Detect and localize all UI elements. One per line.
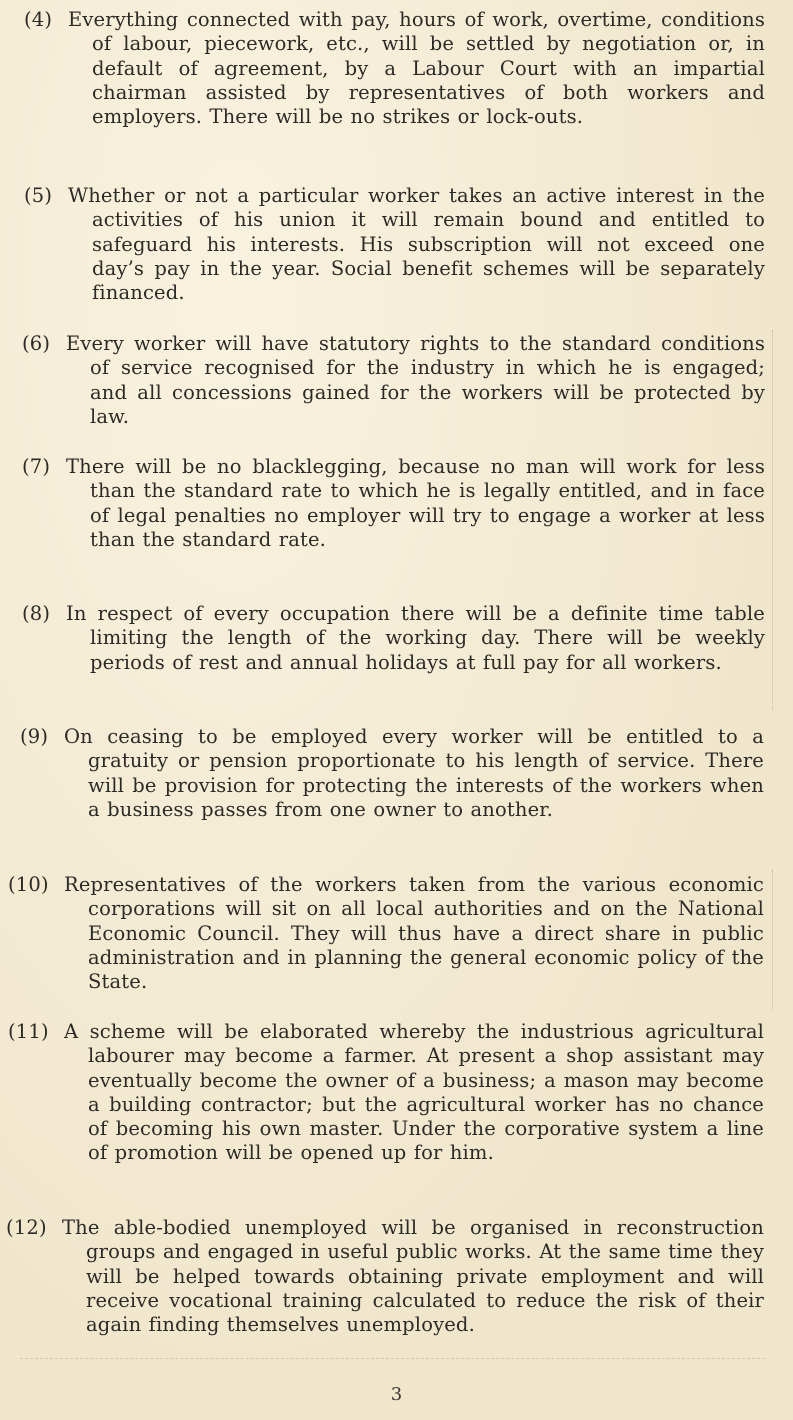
clause-number: (6) (22, 332, 51, 355)
clause-number: (11) (8, 1020, 49, 1043)
clause-number: (10) (8, 873, 49, 896)
clause-text: On ceasing to be employed every worker will be entitled to a gratuity or pension proportionate to his length of service. There will be provision for protecting the interests of the workers when a business passes from one owner to another. (64, 725, 764, 821)
clause-number: (7) (22, 455, 51, 478)
clause-text: There will be no blacklegging, because no man will work for less than the standard rate to which he is legally entitled, and in face of legal penalties no employer will try to engage a worker at less than the standard rate. (66, 455, 765, 551)
clause-number: (9) (20, 725, 49, 748)
clause-number: (4) (24, 8, 53, 31)
paper-edge-mark (772, 870, 773, 1010)
clause-text: Whether or not a particular worker takes an active interest in the activities of his union it will remain bound and entitled to safeguard his interests. His subscription will not exceed one day’s pay in the year. Social benefit schemes will be separately financed. (68, 184, 765, 305)
clause-text: Everything connected with pay, hours of work, overtime, conditions of labour, piecework, etc., will be settled by negotiation or, in default of agreement, by a Labour Court with an impartial chairman assisted by representatives of both workers and employers. There will be no strikes or lock-outs. (68, 8, 765, 129)
paper-fold-line (20, 1358, 765, 1359)
clause-text: A scheme will be elaborated whereby the industrious agricultural labourer may become a farmer. At present a shop assistant may eventually become the owner of a business; a mason may become a building contractor; but the agricultural worker has no chance of becoming his own master. Under the corporative system a line of promotion will be opened up for him. (64, 1020, 764, 1165)
page-number: 3 (390, 1384, 403, 1405)
paper-edge-mark (772, 330, 773, 710)
clause-number: (12) (6, 1216, 47, 1239)
clause-number: (5) (24, 184, 53, 207)
clause-text: The able-bodied unemployed will be organised in reconstruction groups and engaged in useful public works. At the same time they will be helped towards obtaining private employment and will receive vocational training calculated to reduce the risk of their again finding themselves unemployed. (62, 1216, 764, 1337)
clause-text: In respect of every occupation there will be a definite time table limiting the length of the working day. There will be weekly periods of rest and annual holidays at full pay for all workers. (66, 602, 765, 674)
clause-number: (8) (22, 602, 51, 625)
clause-text: Every worker will have statutory rights to the standard conditions of service recognised for the industry in which he is engaged; and all concessions gained for the workers will be protected by law. (66, 332, 765, 428)
clause-text: Representatives of the workers taken from the various economic corporations will sit on all local authorities and on the National Economic Council. They will thus have a direct share in public administration and in planning the general economic policy of the State. (64, 873, 764, 994)
